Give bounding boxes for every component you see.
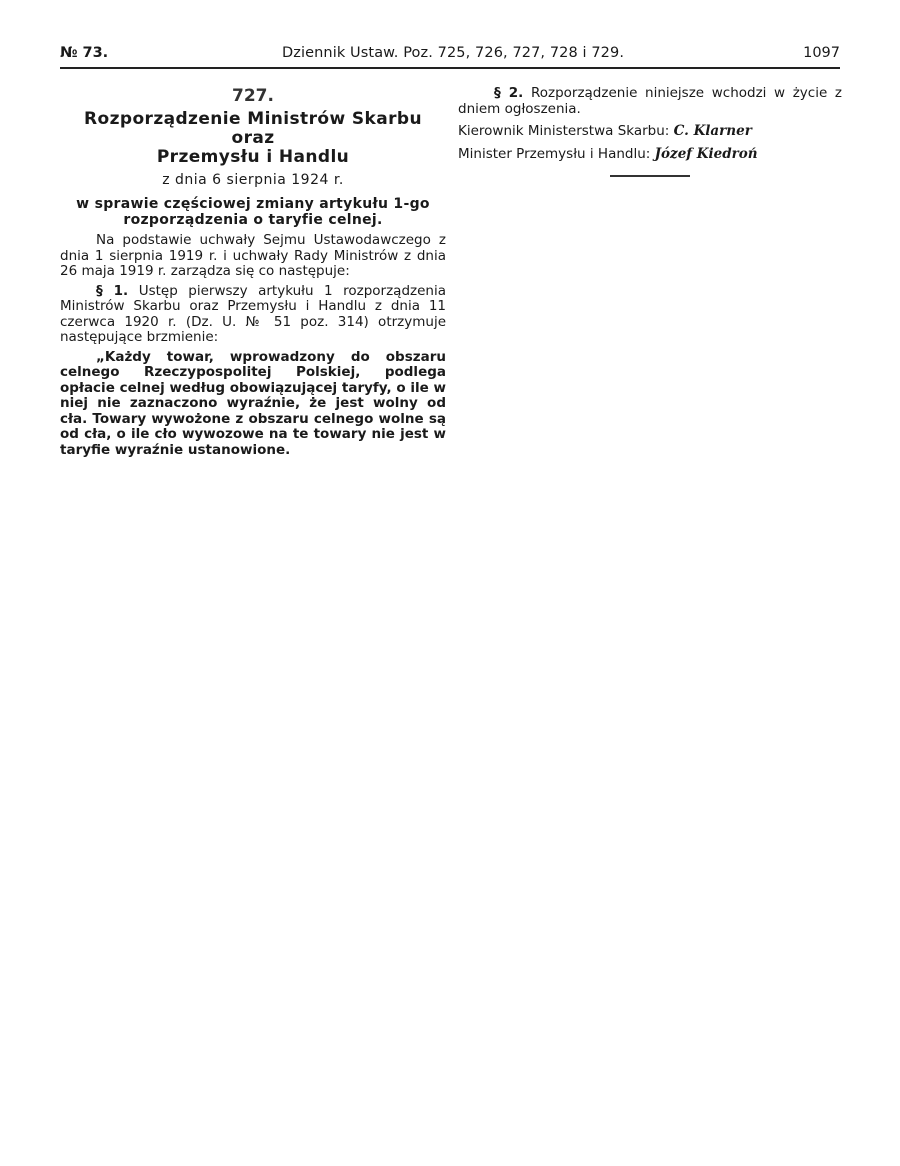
left-column — [60, 86, 446, 462]
section-2-mark: § 2. — [494, 85, 524, 101]
issue-number: № 73. — [60, 45, 109, 61]
header-rule — [60, 67, 840, 69]
signature-treasury-name: C. Klarner — [673, 123, 752, 139]
section-1-text: Ustęp pierwszy artykułu 1 rozporządzenia Ministrów Skarbu oraz Przemysłu i Handlu z dnia 11 czerwca 1920 r. (Dz. U. № 51 poz. 314) otrzymuje następujące brzmienie: — [60, 282, 446, 345]
regulation-subject — [60, 196, 446, 228]
quoted-provision-text: „Każdy towar, wprowadzony do obszaru celnego Rzeczypospolitej Polskiej, podlega opłacie celnej według obowiązującej taryfy, o ile w niej nie zaznaczono wyraźnie, że jest wolny od cła. Towary wywożone z obszaru celnego wolne są od cła, o ile cło wywozowe na te towary nie jest w taryfie wyraźnie ustanowione. — [60, 348, 446, 458]
regulation-date: z dnia 6 sierpnia 1924 r. — [162, 172, 344, 188]
signature-treasury — [458, 123, 842, 140]
regulation-title-line-2: Przemysłu i Handlu — [156, 147, 350, 167]
section-1 — [60, 284, 446, 346]
regulation-title — [60, 110, 446, 167]
position-number: 727. — [232, 86, 274, 106]
right-column — [458, 86, 842, 177]
section-2 — [458, 86, 842, 117]
quoted-provision — [60, 350, 446, 459]
signature-industry-role: Minister Przemysłu i Handlu: — [458, 146, 651, 162]
closing-rule — [610, 175, 690, 177]
regulation-subject-line-2: rozporządzenia o taryfie celnej. — [123, 212, 383, 228]
preamble: Na podstawie uchwały Sejmu Ustawodawczego z dnia 1 sierpnia 1919 r. i uchwały Rady Ministrów z dnia 26 maja 1919 r. zarządza się co następuje: — [60, 232, 446, 279]
regulation-subject-line-1: w sprawie częściowej zmiany artykułu 1-go — [76, 196, 430, 212]
signature-industry — [458, 146, 842, 163]
journal-title: Dziennik Ustaw. Poz. 725, 726, 727, 728 i 729. — [282, 45, 625, 61]
section-2-text: Rozporządzenie niniejsze wchodzi w życie z dniem ogłoszenia. — [458, 85, 842, 117]
signature-industry-name: Józef Kiedroń — [654, 146, 758, 162]
regulation-title-line-1: Rozporządzenie Ministrów Skarbu oraz — [84, 109, 422, 148]
signature-treasury-role: Kierownik Ministerstwa Skarbu: — [458, 123, 670, 139]
page-number: 1097 — [803, 45, 840, 61]
section-1-mark: § 1. — [96, 282, 129, 299]
